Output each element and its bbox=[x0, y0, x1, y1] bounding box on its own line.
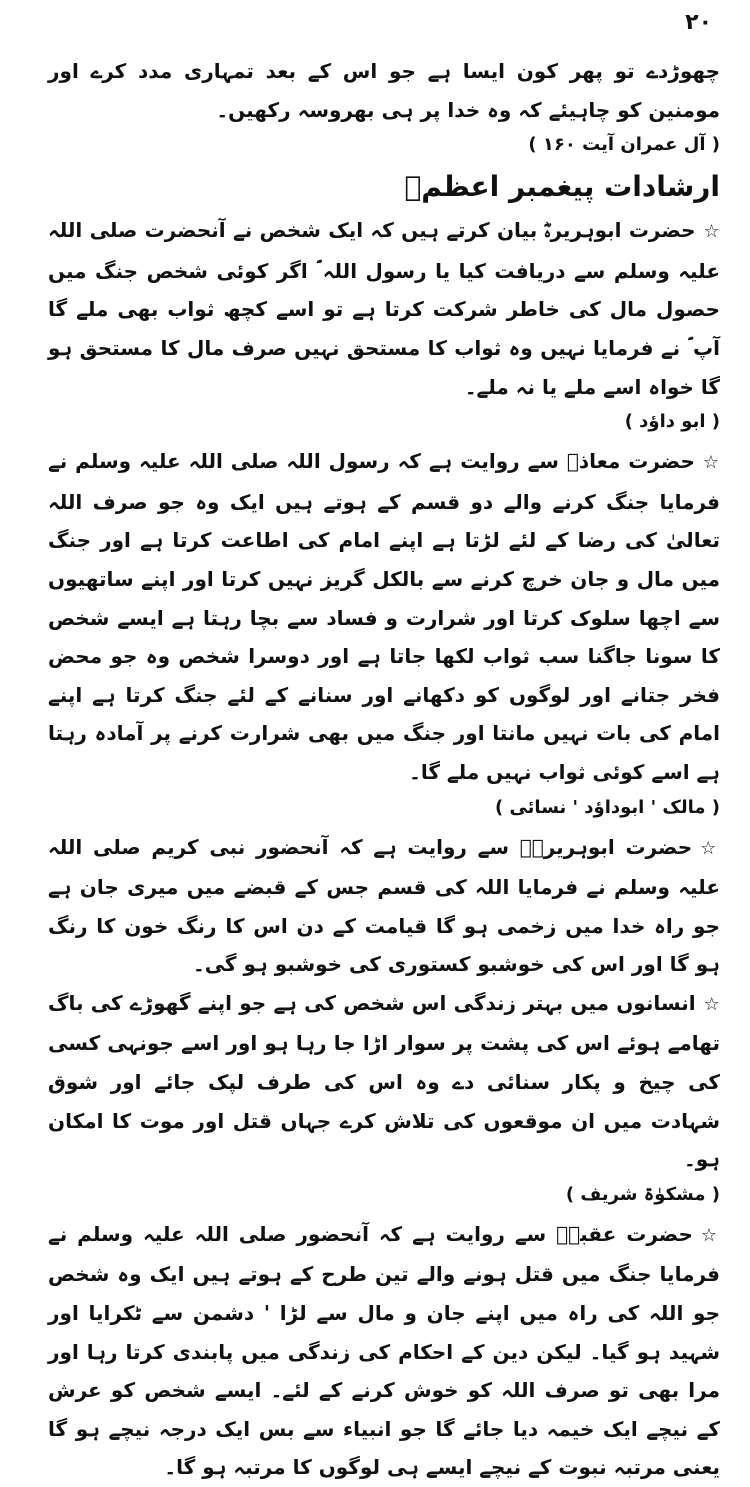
hadith-2-reference: ( مالک ' ابوداؤد ' نسائی ) bbox=[494, 796, 720, 818]
hadith-3-text: حضرت ابوہریرہؓ سے روایت ہے کہ آنحضور نبی کریم صلی اللہ علیہ وسلم نے فرمایا اللہ کی قسم جس کے قبضے میں میری جان ہے جو راہ خدا میں زخمی ہو گا قیامت کے دن اس کا رنگ خون کا رنگ ہو گا اور اس کی خوشبو کستوری کی خوشبو ہو گی۔ bbox=[48, 834, 720, 977]
hadith-2 bbox=[48, 442, 720, 791]
page-content bbox=[48, 52, 720, 1487]
hadith-1-text: حضرت ابوہریرہؓ بیان کرتے ہیں کہ ایک شخص نے آنحضرت صلی اللہ علیہ وسلم سے دریافت کیا یا رسول اللہ ؐ اگر کوئی شخص جنگ میں حصول مال کی خاطر شرکت کرتا ہے تو اسے کچھ ثواب بھی ملے گا آپ ؐ نے فرمایا نہیں وہ ثواب کا مستحق نہیں صرف مال کا مستحق ہو گا خواہ اسے ملے یا نہ ملے۔ bbox=[48, 218, 720, 399]
section-heading: ارشادات پیغمبر اعظمؐ bbox=[404, 170, 720, 204]
hadith-1 bbox=[48, 211, 720, 406]
intro-reference: ( آل عمران آیت ۱۶۰ ) bbox=[528, 134, 720, 156]
hadith-4-text: انسانوں میں بہتر زندگی اس شخص کی ہے جو اپنے گھوڑے کی باگ تھامے ہوئے اس کی پشت پر سوار اڑا جا رہا ہو اور اسے جونہی کسی کی چیخ و پکار سنائی دے وہ اس کی طرف لپک جائے اور شوق شہادت میں ان موقعوں کی تلاش کرے جہاں قتل اور موت کا امکان ہو۔ bbox=[48, 990, 720, 1172]
hadith-5-text: حضرت عقبہؓ سے روایت ہے کہ آنحضور صلی اللہ علیہ وسلم نے فرمایا جنگ میں قتل ہونے والے تین طرح کے ہوتے ہیں ایک وہ شخص جو اللہ کی راہ میں اپنے جان و مال سے لڑا ' دشمن سے ٹکرایا اور شہید ہو گیا۔ لیکن دین کے احکام کی زندگی میں پابندی کرتا رہا اور مرا بھی تو صرف اللہ کو خوش کرنے کے لئے۔ ایسے شخص کو عرش کے نیچے ایک خیمہ دیا جائے گا جو انبیاء سے بس ایک درجہ نیچے ہو گا یعنی مرتبہ نبوت کے نیچے ایسے ہی لوگوں کا مرتبہ ہو گا۔ bbox=[48, 1221, 720, 1480]
star-icon: ☆ bbox=[700, 837, 720, 859]
hadith-4-reference: ( مشکوٰۃ شریف ) bbox=[565, 1183, 720, 1205]
star-icon: ☆ bbox=[700, 1224, 721, 1246]
hadith-3 bbox=[48, 828, 720, 984]
star-icon: ☆ bbox=[703, 221, 720, 243]
hadith-2-text: حضرت معاذؓ سے روایت ہے کہ رسول اللہ صلی اللہ علیہ وسلم نے فرمایا جنگ کرنے والے دو قسم کے ہوتے ہیں ایک وہ جو صرف اللہ تعالیٰ کی رضا کے لئے لڑتا ہے اپنے امام کی اطاعت کرتا ہے اور جنگ میں مال و جان خرچ کرنے سے بالکل گریز نہیں کرتا اور اپنے ساتھیوں سے اچھا سلوک کرتا اور شرارت و فساد سے بچا رہتا ہے ایسے شخص کا سونا جاگنا سب ثواب لکھا جاتا ہے اور دوسرا شخص وہ جو محض فخر جتانے اور لوگوں کو دکھانے اور سنانے کے لئے جنگ کرتا ہے اپنے امام کی بات نہیں مانتا اور جنگ میں بھی شرارت کرنے پر آمادہ رہتا ہے اسے کوئی ثواب نہیں ملے گا۔ bbox=[48, 449, 720, 784]
page-number: ۲۰ bbox=[685, 10, 712, 35]
star-icon: ☆ bbox=[703, 993, 720, 1015]
hadith-5 bbox=[48, 1215, 720, 1487]
hadith-4 bbox=[48, 984, 720, 1179]
intro-paragraph: چھوڑدے تو پھر کون ایسا ہے جو اس کے بعد تمہاری مدد کرے اور مومنین کو چاہیئے کہ وہ خدا پر ہی بھروسہ رکھیں۔ bbox=[48, 59, 720, 122]
hadith-1-reference: ( ابو داؤد ) bbox=[624, 411, 720, 433]
star-icon: ☆ bbox=[702, 452, 721, 474]
